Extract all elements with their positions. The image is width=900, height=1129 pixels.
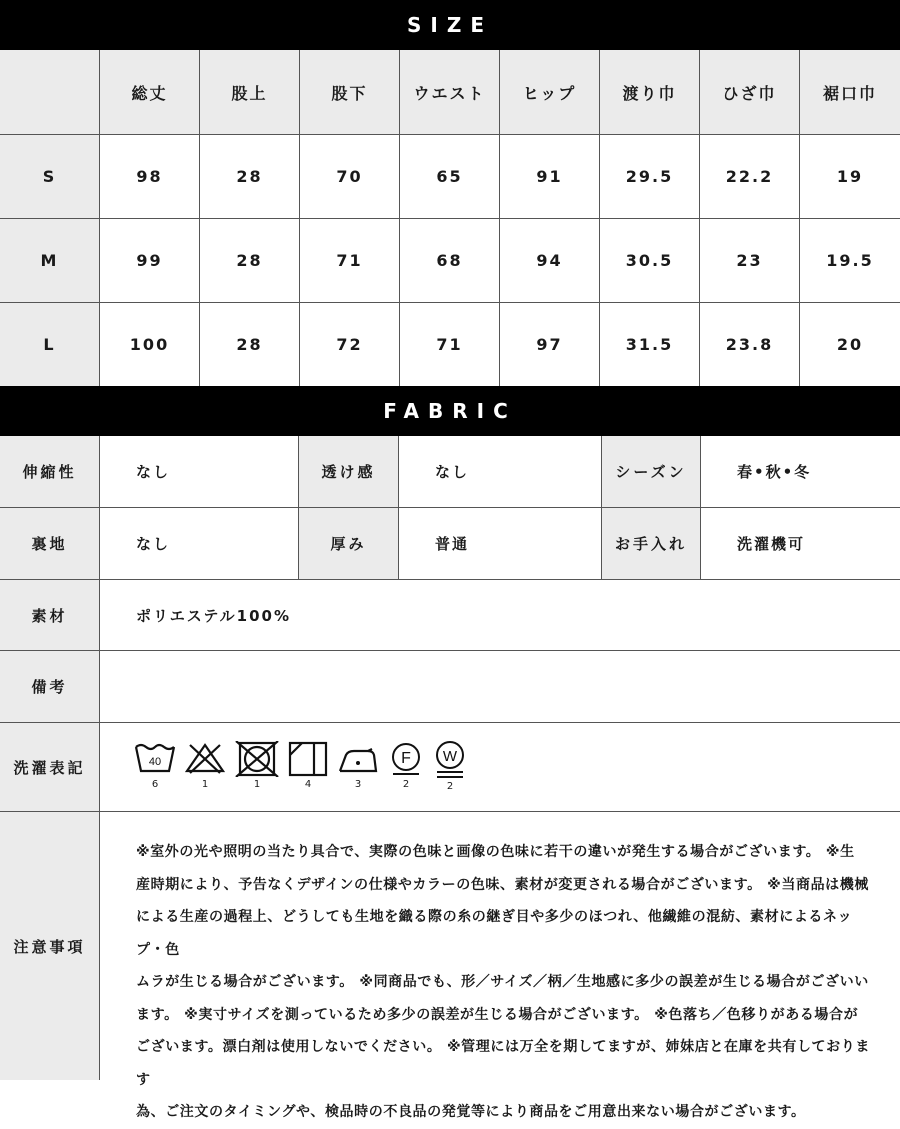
size-value-cell: 71 <box>400 303 500 386</box>
size-value-cell: 31.5 <box>600 303 700 386</box>
wash-temp-text: 40 <box>148 756 162 768</box>
size-value-cell: 70 <box>300 135 400 219</box>
notes-line: による生産の過程上、どうしても生地を織る際の糸の継ぎ目や多少のほつれ、他繊維の混紡、素材によるネップ・色 <box>136 909 853 958</box>
notes-line: ございます。漂白剤は使用しないでください。 ※管理には万全を期してますが、姉妹店と在庫を共有しております <box>136 1039 870 1088</box>
size-value-cell: 30.5 <box>600 219 700 303</box>
size-value-cell: 98 <box>100 135 200 219</box>
notes-line: ※室外の光や照明の当たり具合で、実際の色味と画像の色味に若干の違いが発生する場合がございます。 ※生 <box>136 844 855 860</box>
notes-line: ます。 ※実寸サイズを測っているため多少の誤差が生じる場合がございます。 ※色落ち／色移りがある場合が <box>136 1006 859 1023</box>
no-tumble-dry-icon <box>234 741 280 790</box>
dry-clean-letter: F <box>401 750 411 767</box>
material-label: 素材 <box>0 580 100 650</box>
material-value: ポリエステル100% <box>136 606 291 625</box>
wash-icon-number: 3 <box>354 779 362 790</box>
fabric-row-material <box>0 580 900 651</box>
size-value-cell: 19 <box>800 135 900 219</box>
notes-text <box>100 812 900 1120</box>
size-header-cell: 股下 <box>300 50 400 135</box>
size-value-cell: 72 <box>300 303 400 386</box>
remarks-value <box>100 651 900 722</box>
size-value-cell: 28 <box>200 219 300 303</box>
fabric-section-header <box>0 386 900 436</box>
size-table <box>0 50 900 386</box>
size-value-cell: 91 <box>500 135 600 219</box>
size-title: SIZE <box>406 13 493 37</box>
season-label: シーズン <box>601 436 701 507</box>
size-corner-cell <box>0 50 100 135</box>
stretch-value: なし <box>136 463 171 481</box>
size-value-cell: 23.8 <box>700 303 800 386</box>
notes-line: 為、ご注文のタイミングや、検品時の不良品の発覚等により商品をご用意出来ない場合がございます。 <box>136 1104 806 1120</box>
size-value-cell: 22.2 <box>700 135 800 219</box>
size-header-cell: ヒップ <box>500 50 600 135</box>
size-value-cell: 23 <box>700 219 800 303</box>
size-value-cell: 28 <box>200 135 300 219</box>
fabric-row-wash <box>0 723 900 812</box>
size-header-cell: 裾口巾 <box>800 50 900 135</box>
fabric-row-remarks <box>0 651 900 723</box>
lining-label: 裏地 <box>0 508 100 579</box>
lining-value: なし <box>136 535 171 553</box>
size-header-cell: 総丈 <box>100 50 200 135</box>
size-value-cell: 94 <box>500 219 600 303</box>
size-value-cell: 99 <box>100 219 200 303</box>
wash-icon-number: 4 <box>304 779 312 790</box>
wash-tub-40-icon <box>134 741 176 790</box>
thickness-value: 普通 <box>435 535 470 553</box>
size-header-cell: 股上 <box>200 50 300 135</box>
stretch-label: 伸縮性 <box>0 436 100 507</box>
care-label: お手入れ <box>601 508 701 579</box>
fabric-row-stretch <box>0 436 900 508</box>
fabric-row-notes <box>0 812 900 1120</box>
size-value-cell: 28 <box>200 303 300 386</box>
dry-clean-f-icon <box>388 741 424 790</box>
size-value-cell: 97 <box>500 303 600 386</box>
size-value-cell: 19.5 <box>800 219 900 303</box>
fabric-row-lining <box>0 508 900 580</box>
size-value-cell: 20 <box>836 335 864 354</box>
size-value-cell: 100 <box>100 303 200 386</box>
wash-icons <box>100 723 468 811</box>
remarks-label: 備考 <box>0 651 100 722</box>
fabric-title: FABRIC <box>383 399 517 423</box>
wash-icon-number: 6 <box>151 779 159 790</box>
iron-low-icon <box>336 741 380 790</box>
sheer-value: なし <box>435 463 470 481</box>
notes-line: 産時期により、予告なくデザインの仕様やカラーの色味、素材が変更される場合がございます。 ※当商品は機械 <box>136 876 869 893</box>
size-header-cell: ウエスト <box>400 50 500 135</box>
notes-line: ムラが生じる場合がございます。 ※同商品でも、形／サイズ／柄／生地感に多少の誤差が生じる場合がございい <box>136 974 869 990</box>
notes-label: 注意事項 <box>0 812 100 1080</box>
wash-icon-number: 1 <box>201 779 209 790</box>
sheer-label: 透け感 <box>298 436 399 507</box>
size-header-cell: ひざ巾 <box>700 50 800 135</box>
line-dry-icon <box>288 741 328 790</box>
wet-clean-letter: W <box>442 748 458 765</box>
size-value-cell: 68 <box>400 219 500 303</box>
care-value: 洗濯機可 <box>737 535 806 553</box>
wash-icon-number: 2 <box>446 781 454 792</box>
size-section-header <box>0 0 900 50</box>
wet-clean-w-icon <box>432 741 468 792</box>
size-row-label: L <box>0 303 100 386</box>
size-value-cell: 65 <box>400 135 500 219</box>
wash-icon-number: 1 <box>253 779 261 790</box>
size-row-label: M <box>0 219 100 303</box>
size-value-cell: 71 <box>300 219 400 303</box>
size-header-cell: 渡り巾 <box>600 50 700 135</box>
thickness-label: 厚み <box>298 508 399 579</box>
size-row-label: S <box>0 135 100 219</box>
wash-label: 洗濯表記 <box>0 723 100 811</box>
size-value-cell: 29.5 <box>600 135 700 219</box>
season-value: 春•秋•冬 <box>737 463 812 481</box>
wash-icon-number: 2 <box>402 779 410 790</box>
no-bleach-icon <box>184 741 226 790</box>
